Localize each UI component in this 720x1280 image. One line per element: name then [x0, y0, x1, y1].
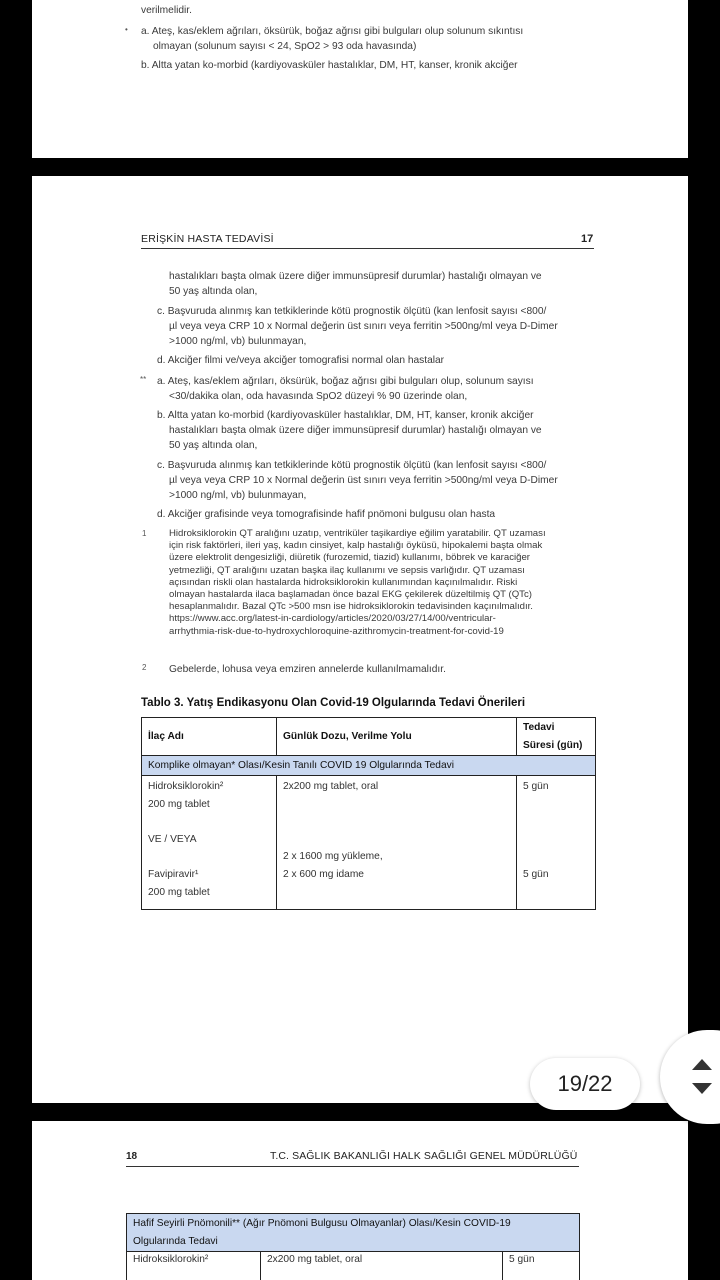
chevron-up-icon[interactable]: [692, 1059, 712, 1070]
list-item-a: a. Ateş, kas/eklem ağrıları, öksürük, boğaz ağrısı gibi bulguları olup solunum sıkıntısı: [141, 26, 524, 37]
text-line: >1000 ng/ml, vb) bulunmayan,: [169, 490, 307, 501]
page-indicator[interactable]: 19/22: [530, 1058, 640, 1110]
header-rule: [126, 1166, 579, 1167]
pdf-page-17: [32, 176, 688, 1103]
table-cell: 2x200 mg tablet, oral 2 x 1600 mg yükleme, 2 x 600 mg idame: [277, 776, 517, 910]
list-item-b: b. Altta yatan ko-morbid (kardiyovasküler hastalıklar, DM, HT, kanser, kronik akciğer: [141, 60, 518, 71]
list-item-b: b. Altta yatan ko-morbid (kardiyovasküler hastalıklar, DM, HT, kanser, kronik akciğer: [157, 410, 534, 421]
footnote-mark: **: [140, 375, 147, 384]
footnote-mark: 2: [142, 663, 147, 672]
list-item-a-cont: olmayan (solunum sayısı < 24, SpO2 > 93 oda havasında): [153, 41, 417, 52]
column-header: İlaç Adı: [142, 718, 277, 756]
text-line: µl veya veya CRP 10 x Normal değerin üst sınırı veya ferritin >500ng/ml veya D-Dimer: [169, 321, 558, 332]
table-section-band: Hafif Seyirli Pnömonili** (Ağır Pnömoni Bulgusu Olmayanlar) Olası/Kesin COVID-19 Olgularında Tedavi: [127, 1214, 580, 1252]
treatment-table: [141, 717, 596, 910]
pdf-page-18: [32, 1121, 688, 1280]
chevron-down-icon[interactable]: [692, 1083, 712, 1094]
table-cell: 2x200 mg tablet, oral: [261, 1252, 503, 1280]
bullet-mark: •: [125, 25, 128, 34]
table-cell: Hidroksiklorokin²: [127, 1252, 261, 1280]
running-header: T.C. SAĞLIK BAKANLIĞI HALK SAĞLIĞI GENEL MÜDÜRLÜĞÜ: [270, 1150, 578, 1162]
table-title: Tablo 3. Yatış Endikasyonu Olan Covid-19 Olgularında Tedavi Önerileri: [141, 697, 526, 709]
text-line: µl veya veya CRP 10 x Normal değerin üst sınırı veya ferritin >500ng/ml veya D-Dimer: [169, 475, 558, 486]
header-rule: [141, 248, 594, 249]
text-line: verilmelidir.: [141, 5, 192, 16]
list-item-a: a. Ateş, kas/eklem ağrıları, öksürük, boğaz ağrısı gibi bulguları olup, solunum sayısı: [157, 376, 534, 387]
running-header: ERİŞKİN HASTA TEDAVİSİ: [141, 233, 274, 245]
list-item-d: d. Akciğer filmi ve/veya akciğer tomografisi normal olan hastalar: [157, 355, 445, 366]
list-item-d: d. Akciğer grafisinde veya tomografisinde hafif pnömoni bulgusu olan hasta: [157, 509, 496, 520]
footnote-1: Hidroksiklorokin QT aralığını uzatıp, ventriküler taşikardiye eğilim yaratabilir. QT uzaması için risk faktörleri, ileri yaş, kadın cinsiyet, kalp hastalığı öyküsü, hipokalemi başta olmak üzere elektrolit dengesizliği, diüretik (furozemid, tiazid) kullanımı, böbrek ve karaciğer yetmezliği, QT aralığını uzatan başka ilaç kullanımı ve sepsis varlığıdır. QT uzaması açısından riskli olan hastalarda hidroksiklorokin kullanımından kaçınılmalıdır. Riski olmayan hastalarda ilaca başlamadan önce bazal EKG çekilerek düzeltilmiş QT (QTc) hesaplanmalıdır. Bazal QTc >500 msn ise hidroksiklorokin tedavisinden kaçınılmalıdır. https://www.acc.org/latest-in-cardiology/articles/2020/03/27/14/00/ventricular- arrhythmia-risk-due-to-hydroxychloroquine-azithromycin-treatment-for-covid-19: [169, 528, 546, 637]
list-item-c: c. Başvuruda alınmış kan tetkiklerinde kötü prognostik ölçütü (kan lenfosit sayısı <800/: [157, 306, 547, 317]
footnote-mark: 1: [142, 529, 147, 538]
page-number: 18: [126, 1151, 138, 1162]
text-line: hastalıkları başta olmak üzere diğer immunsüpresif durumlar) hastalığı olmayan ve: [169, 271, 542, 282]
treatment-table: [126, 1213, 580, 1280]
text-line: >1000 ng/ml, vb) bulunmayan,: [169, 336, 307, 347]
table-section-band: Komplike olmayan* Olası/Kesin Tanılı COVID 19 Olgularında Tedavi: [142, 756, 596, 776]
table-cell: 5 gün 5 gün: [517, 776, 596, 910]
pdf-page-top: [32, 0, 688, 158]
text-line: <30/dakika olan, oda havasında SpO2 düzeyi % 90 üzerinde olan,: [169, 391, 468, 402]
text-line: hastalıkları başta olmak üzere diğer immunsüpresif durumlar) hastalığı olmayan ve: [169, 425, 542, 436]
text-line: 50 yaş altında olan,: [169, 286, 258, 297]
text-line: 50 yaş altında olan,: [169, 440, 258, 451]
column-header: Günlük Dozu, Verilme Yolu: [277, 718, 517, 756]
list-item-c: c. Başvuruda alınmış kan tetkiklerinde kötü prognostik ölçütü (kan lenfosit sayısı <800/: [157, 460, 547, 471]
column-header: Tedavi Süresi (gün): [517, 718, 596, 756]
page-number: 17: [581, 233, 594, 245]
table-cell: 5 gün: [503, 1252, 580, 1280]
footnote-2: Gebelerde, lohusa veya emziren annelerde kullanılmamalıdır.: [169, 664, 446, 675]
table-cell: Hidroksiklorokin² 200 mg tablet VE / VEYA Favipiravir¹ 200 mg tablet: [142, 776, 277, 910]
